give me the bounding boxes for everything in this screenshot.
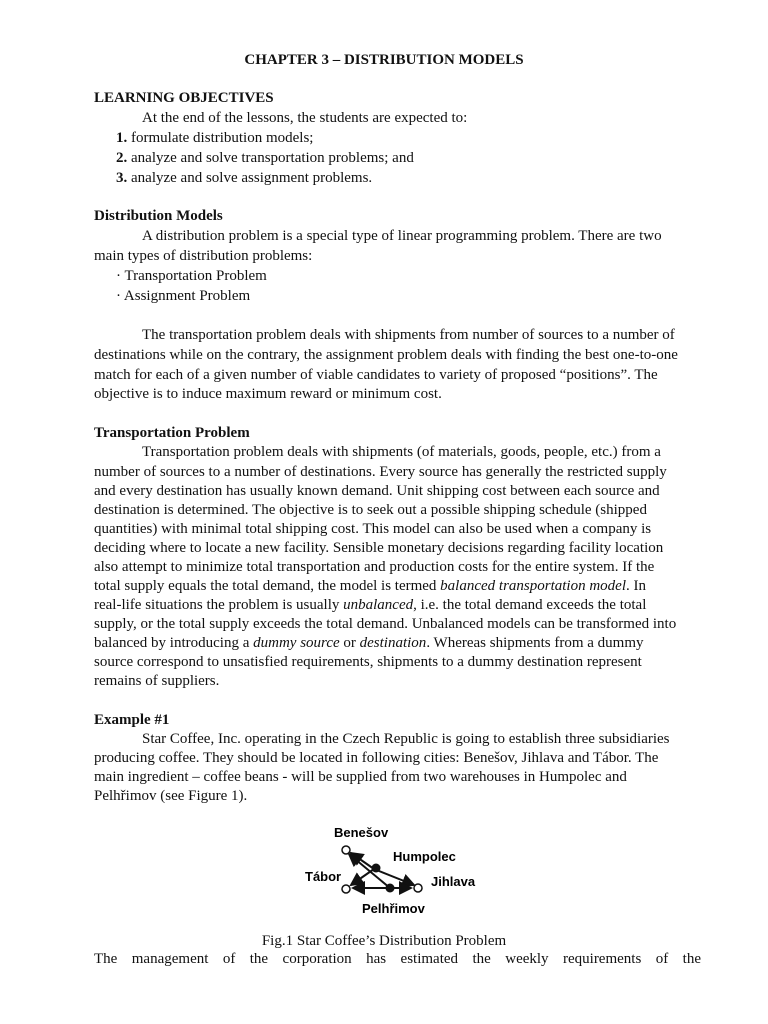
example-heading: Example #1	[94, 712, 170, 728]
distribution-models-heading: Distribution Models	[94, 208, 223, 224]
node-jihlava	[414, 884, 422, 892]
edge-humpolec-jihlava	[374, 869, 414, 885]
label-humpolec: Humpolec	[393, 849, 456, 864]
paragraph-line: producing coffee. They should be located in following cities: Benešov, Jihlava and Tábor. The	[94, 750, 659, 766]
bullet-item: · Assignment Problem	[116, 288, 251, 304]
objective-item	[116, 149, 414, 168]
label-jihlava: Jihlava	[431, 874, 476, 889]
paragraph-line: supply, or the total supply exceeds the total demand. Unbalanced models can be transformed into	[94, 616, 677, 632]
label-pelhrimov: Pelhřimov	[362, 901, 425, 916]
paragraph-line: A distribution problem is a special type of linear programming problem. There are two	[142, 228, 662, 244]
italic-term: balanced transportation model	[440, 578, 626, 594]
transportation-problem-heading: Transportation Problem	[94, 425, 250, 441]
paragraph-line: destination is determined. The objective is to seek out a possible shipping schedule (shipped	[94, 502, 647, 518]
paragraph-line: source correspond to unsatisfied requirements, shipments to a dummy destination represent	[94, 654, 642, 670]
paragraph-line: number of sources to a number of destinations. Every source has generally the restricted supply	[94, 464, 667, 480]
paragraph-line	[94, 596, 646, 615]
bullet-item: · Transportation Problem	[116, 268, 267, 284]
text-run: real-life situations the problem is usually	[94, 597, 344, 613]
text-run: balanced by introducing a	[94, 635, 254, 651]
objective-text: analyze and solve transportation problems; and	[127, 150, 414, 166]
text-run: or	[339, 635, 360, 651]
objective-number: 2.	[116, 150, 128, 166]
paragraph-line: Pelhřimov (see Figure 1).	[94, 788, 248, 804]
objective-item	[116, 129, 313, 148]
label-tabor: Tábor	[305, 869, 342, 884]
paragraph-line	[94, 634, 644, 653]
italic-term: dummy source	[253, 635, 340, 651]
objective-text: analyze and solve assignment problems.	[127, 170, 373, 186]
paragraph-line: Star Coffee, Inc. operating in the Czech Republic is going to establish three subsidiaries	[142, 731, 670, 747]
objectives-intro: At the end of the lessons, the students are expected to:	[142, 110, 468, 126]
paragraph-line: The management of the corporation has estimated the weekly requirements of the	[94, 951, 701, 967]
italic-term: unbalanced	[343, 597, 414, 613]
node-pelhrimov	[386, 884, 395, 893]
node-humpolec	[372, 864, 381, 873]
text-run: , i.e. the total demand exceeds the total	[413, 597, 647, 613]
figure-caption: Fig.1 Star Coffee’s Distribution Problem	[261, 933, 507, 949]
paragraph-line: deciding where to locate a new facility. Sensible monetary decisions regarding facility location	[94, 540, 664, 556]
objective-item	[116, 169, 372, 188]
edge-humpolec-benesov	[351, 853, 374, 869]
paragraph-line: The transportation problem deals with shipments from number of sources to a number of	[142, 327, 675, 343]
distribution-network-figure	[300, 822, 490, 922]
paragraph-line: objective is to induce maximum reward or minimum cost.	[94, 386, 442, 402]
paragraph-line: also attempt to minimize total transportation and production costs for the entire system. If the	[94, 559, 655, 575]
learning-objectives-heading: LEARNING OBJECTIVES	[94, 90, 274, 106]
paragraph-line: remains of suppliers.	[94, 673, 220, 689]
text-run: . Whereas shipments from a dummy	[426, 635, 644, 651]
paragraph-line: Transportation problem deals with shipments (of materials, goods, people, etc.) from a	[142, 444, 661, 460]
paragraph-line: destinations while on the contrary, the assignment problem deals with finding the best one-to-one	[94, 347, 678, 363]
italic-term: destination	[359, 635, 427, 651]
paragraph-line: main types of distribution problems:	[94, 248, 313, 264]
objective-number: 1.	[116, 130, 128, 146]
objective-number: 3.	[116, 170, 128, 186]
paragraph-line	[94, 577, 646, 596]
text-run: . In	[626, 578, 646, 594]
chapter-title: CHAPTER 3 – DISTRIBUTION MODELS	[244, 52, 524, 68]
paragraph-line: main ingredient – coffee beans - will be supplied from two warehouses in Humpolec and	[94, 769, 627, 785]
label-benesov: Benešov	[334, 825, 389, 840]
paragraph-line: and every destination has usually known demand. Unit shipping cost between each source and	[94, 483, 660, 499]
node-tabor	[342, 885, 350, 893]
node-benesov	[342, 846, 350, 854]
paragraph-line: match for each of a given number of viable candidates to variety of proposed “positions”. The	[94, 367, 658, 383]
text-run: total supply equals the total demand, the model is termed	[94, 578, 441, 594]
objective-text: formulate distribution models;	[127, 130, 314, 146]
paragraph-line: quantities) with minimal total shipping cost. This model can also be used when a company is	[94, 521, 652, 537]
